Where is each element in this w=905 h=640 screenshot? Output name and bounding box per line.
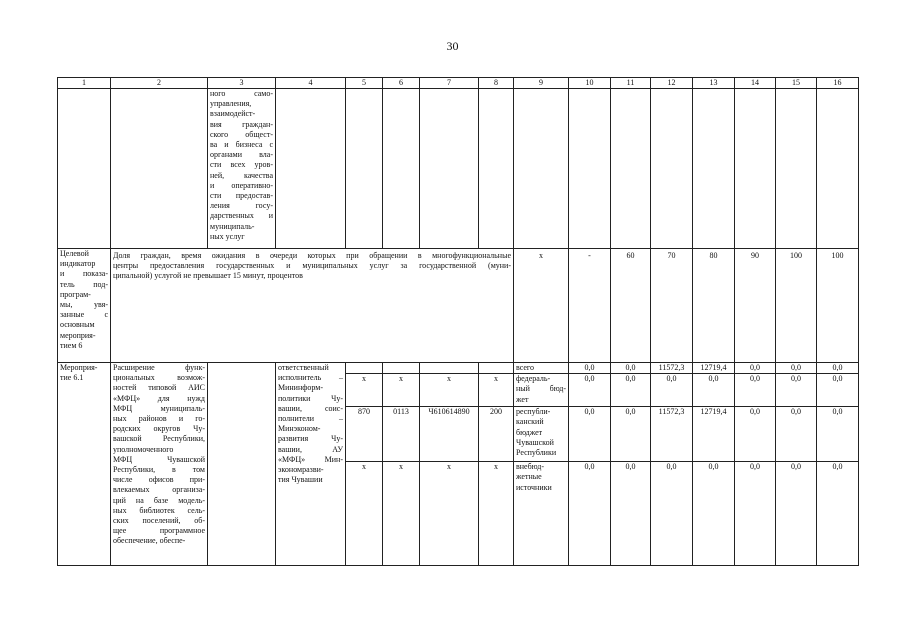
value-cell: 0,0	[817, 407, 859, 462]
text-line: Доля граждан, время ожидания в очереди которых при обращении в многофункциональные	[113, 251, 511, 260]
text-line: экономразви-	[278, 465, 324, 475]
text-line: мы, увя-	[60, 300, 108, 310]
text-line: Целевой	[60, 249, 89, 258]
text-line: влекаемых организа-	[113, 485, 205, 495]
text-line: занные с	[60, 310, 108, 320]
value-cell: 11572,3	[651, 407, 693, 462]
value-cell: 0,0	[569, 363, 611, 374]
text-line: вашской Республики,	[113, 434, 205, 444]
value-cell: 0,0	[735, 363, 776, 374]
value-cell: 0,0	[611, 374, 651, 407]
value-cell: 0,0	[735, 374, 776, 407]
target-col13: 80	[693, 249, 735, 363]
text-line: управления,	[210, 99, 252, 109]
text-line: ных библиотек сель-	[113, 505, 205, 515]
text-line: Республики	[516, 448, 557, 458]
text-line: ных районов и го-	[113, 414, 205, 424]
target-col16: 100	[817, 249, 859, 363]
value-cell: 0,0	[569, 374, 611, 407]
value-cell: 12719,4	[693, 363, 735, 374]
funding-source	[514, 407, 569, 462]
text-line: бюджет	[516, 427, 543, 437]
text-line: ципальной) услугой не превышает 15 минут, процентов	[113, 271, 303, 281]
text-line: источники	[516, 482, 552, 492]
value-cell: 0,0	[651, 374, 693, 407]
text-line: и показа-	[60, 269, 108, 279]
text-line: «МФЦ» Мин-	[278, 454, 343, 464]
text-line: Мининформ-	[278, 383, 324, 393]
text-line: ного само-	[210, 89, 273, 98]
text-line: ва и бизнеса с	[210, 140, 273, 150]
target-col9: x	[514, 249, 569, 363]
col-header: 1	[58, 78, 111, 89]
value-cell: 11572,3	[651, 363, 693, 374]
text-line: ней, качества	[210, 170, 273, 180]
value-cell: 12719,4	[693, 407, 735, 462]
text-line: жетные	[516, 472, 542, 482]
value-cell: 0,0	[776, 363, 817, 374]
continuation-row	[58, 89, 859, 249]
text-line: щее программное	[113, 526, 205, 536]
col-header: 16	[817, 78, 859, 89]
value-cell: 0,0	[611, 363, 651, 374]
value-cell: 0,0	[735, 407, 776, 462]
value-cell: 0,0	[569, 462, 611, 566]
text-line: основным	[60, 320, 95, 330]
col-header: 7	[420, 78, 479, 89]
col-header: 2	[111, 78, 208, 89]
text-line: органами вла-	[210, 150, 273, 160]
text-line: вашии, соис-	[278, 403, 343, 413]
text-line: и оперативно-	[210, 180, 273, 190]
text-line: вашии, АУ	[278, 444, 343, 454]
text-line: тия Чувашии	[278, 475, 323, 485]
measure-label	[58, 363, 111, 566]
text-line: тель под-	[60, 279, 108, 289]
text-line: ций на базе модель-	[113, 495, 205, 505]
text-line: МФЦ Чувашской	[113, 454, 205, 464]
value-cell: 0,0	[776, 374, 817, 407]
target-col15: 100	[776, 249, 817, 363]
text-line: взаимодейст-	[210, 109, 256, 119]
text-line: центры предоставления государственных и муниципальных услуг за государственной (муни-	[113, 261, 511, 271]
text-line: канский	[516, 417, 544, 427]
text-line: ных услуг	[210, 231, 245, 241]
text-line: ления госу-	[210, 201, 273, 211]
text-line: Минэконом-	[278, 424, 321, 434]
text-line: МФЦ муниципаль-	[113, 403, 205, 413]
text-line: дарственных и	[210, 211, 273, 221]
text-line: ского общест-	[210, 129, 273, 139]
text-line: развития Чу-	[278, 434, 343, 444]
text-line: индикатор	[60, 259, 96, 269]
measure-row-total	[58, 363, 859, 374]
col-header: 6	[383, 78, 420, 89]
text-line: ный бюд-	[516, 384, 566, 394]
target-col12: 70	[651, 249, 693, 363]
col-header: 10	[569, 78, 611, 89]
col-header: 8	[479, 78, 514, 89]
text-line: обеспечение, обеспе-	[113, 536, 186, 546]
text-line: полнители –	[278, 414, 343, 424]
goal-text-cell	[208, 89, 276, 249]
program-table	[57, 77, 859, 566]
text-line: ответственный	[278, 363, 329, 372]
target-col11: 60	[611, 249, 651, 363]
text-line: числе офисов при-	[113, 475, 205, 485]
text-line: тием 6	[60, 340, 83, 350]
measure-description	[111, 363, 208, 566]
value-cell: 0,0	[651, 462, 693, 566]
col-header: 13	[693, 78, 735, 89]
text-line: всего	[516, 363, 535, 372]
measure-executors	[276, 363, 346, 566]
col-header: 3	[208, 78, 276, 89]
text-line: «МФЦ» для нужд	[113, 393, 205, 403]
value-cell: 0,0	[817, 462, 859, 566]
text-line: мероприя-	[60, 330, 96, 340]
funding-source	[514, 462, 569, 566]
col-header: 14	[735, 78, 776, 89]
header-row	[58, 78, 859, 89]
funding-source	[514, 374, 569, 407]
text-line: муниципаль-	[210, 221, 255, 231]
col-header: 4	[276, 78, 346, 89]
text-line: вия граждан-	[210, 119, 273, 129]
text-line: Республики, в том	[113, 465, 205, 475]
value-cell: 0,0	[611, 462, 651, 566]
col-header: 11	[611, 78, 651, 89]
value-cell: 0,0	[611, 407, 651, 462]
text-line: республи-	[516, 407, 551, 417]
col-header: 12	[651, 78, 693, 89]
text-line: федераль-	[516, 374, 551, 384]
measure-row-federal: x x x x федераль- ный бюд- жет 0,0 0,0 0,0 0,0 0,0 0,0 0,0	[58, 374, 859, 407]
text-line: жет	[516, 394, 529, 404]
text-line: ских поселений, об-	[113, 516, 205, 526]
value-cell: 0,0	[693, 462, 735, 566]
text-line: исполнитель –	[278, 373, 343, 383]
value-cell: 0,0	[817, 374, 859, 407]
text-line: сти всех уров-	[210, 160, 273, 170]
measure-row-extrabudget: x x x x внебюд- жетные источники 0,0 0,0 0,0 0,0 0,0 0,0 0,0	[58, 462, 859, 566]
value-cell: 0,0	[776, 462, 817, 566]
value-cell: 0,0	[776, 407, 817, 462]
value-cell: 0,0	[817, 363, 859, 374]
text-line: родских округов Чу-	[113, 424, 205, 434]
value-cell: 0,0	[693, 374, 735, 407]
text-line: тие 6.1	[60, 373, 84, 383]
target-indicator-description	[111, 249, 514, 363]
measure-row-republic: 870 0113 Ч610614890 200 республи- канский бюджет Чувашской Республики 0,0 0,0 11572,3 12719,4 0,0 0,0 0,0	[58, 407, 859, 462]
text-line: програм-	[60, 289, 91, 299]
col-header: 15	[776, 78, 817, 89]
text-line: уполномоченного	[113, 444, 174, 454]
text-line: политики Чу-	[278, 393, 343, 403]
target-indicator-label	[58, 249, 111, 363]
text-line: внебюд-	[516, 462, 544, 472]
text-line: Чувашской	[516, 437, 554, 447]
target-col10: -	[569, 249, 611, 363]
col-header: 9	[514, 78, 569, 89]
text-line: Расширение функ-	[113, 363, 205, 372]
text-line: Мероприя-	[60, 363, 98, 372]
value-cell: 0,0	[735, 462, 776, 566]
text-line: ностей типовой АИС	[113, 383, 205, 393]
funding-source	[514, 363, 569, 374]
text-line: сти предостав-	[210, 191, 273, 201]
text-line: циональных возмож-	[113, 373, 205, 383]
col-header: 5	[346, 78, 383, 89]
target-indicator-row	[58, 249, 859, 363]
value-cell: 0,0	[569, 407, 611, 462]
page-number: 30	[446, 39, 459, 53]
target-col14: 90	[735, 249, 776, 363]
